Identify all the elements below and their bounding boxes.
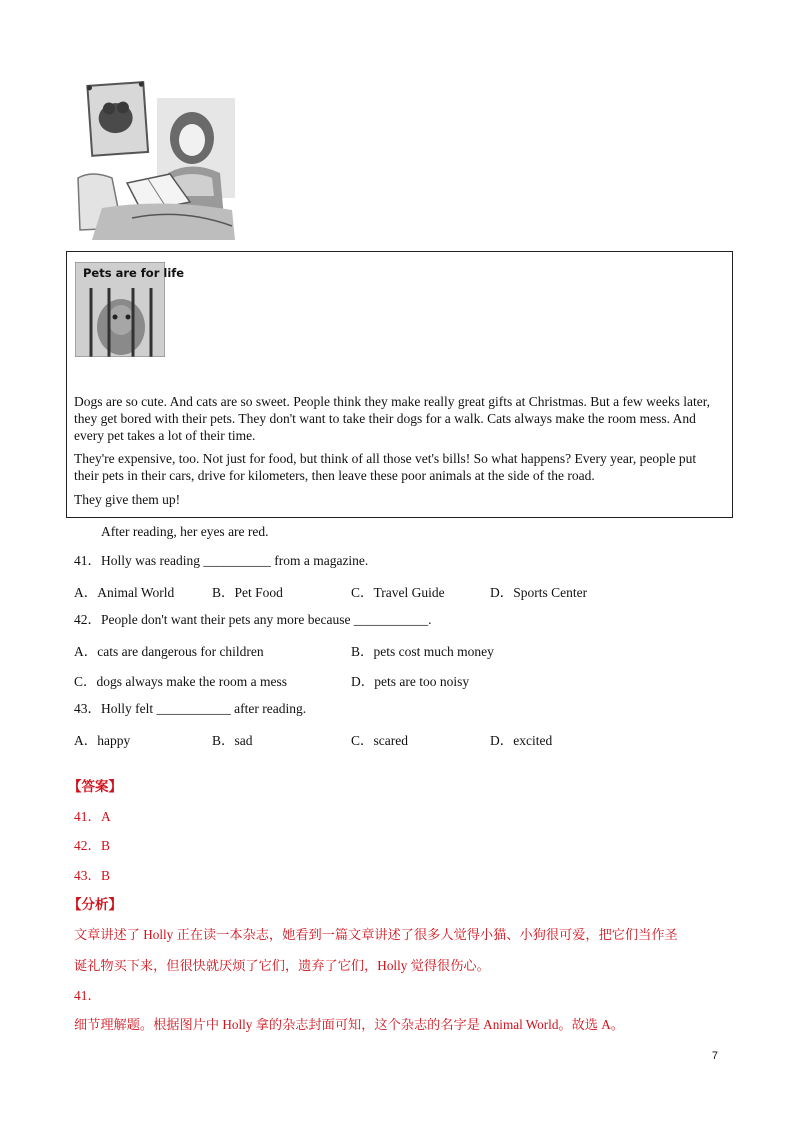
analysis-summary-line-1: 文章讲述了 Holly 正在读一本杂志，她看到一篇文章讲述了很多人觉得小猫、小狗很可爱，把它们当作圣 (74, 927, 678, 942)
article-paragraph-3: They give them up! (74, 492, 181, 507)
question-42-option-b: B．pets cost much money (351, 644, 494, 659)
question-43-option-d: D．excited (490, 733, 553, 748)
question-42-option-d: D．pets are too noisy (351, 674, 470, 689)
question-41-option-c: C．Travel Guide (351, 585, 445, 600)
answer-43: 43．B (74, 868, 111, 883)
article-paragraph-2: They're expensive, too. Not just for food, but think of all those vet's bills! So what happens? Every year, people put their pets in their cars, drive for kilometers, then leave these poor animals at the side of the road. (74, 451, 697, 483)
question-43-option-a: A．happy (74, 733, 131, 748)
question-42-option-c: C．dogs always make the room a mess (74, 674, 287, 689)
question-42-option-a: A．cats are dangerous for children (74, 644, 264, 659)
question-43-option-b: B．sad (212, 733, 253, 748)
question-41-option-a: A．Animal World (74, 585, 175, 600)
girl-reading-illustration (72, 78, 235, 240)
question-43-stem: 43．Holly felt ___________ after reading. (74, 701, 307, 716)
pets-for-life-cover-image (75, 262, 185, 357)
answer-42: 42．B (74, 838, 111, 853)
analysis-summary-line-2: 诞礼物买下来，但很快就厌烦了它们，遗弃了它们，Holly 觉得很伤心。 (74, 958, 490, 973)
question-41-option-d: D．Sports Center (490, 585, 588, 600)
article-box (66, 251, 733, 518)
after-reading-text: After reading, her eyes are red. (101, 524, 269, 539)
question-43-option-c: C．scared (351, 733, 408, 748)
analysis-detail: 细节理解题。根据图片中 Holly 拿的杂志封面可知，这个杂志的名字是 Animal World。故选 A。 (74, 1017, 624, 1032)
answer-heading: 【答案】 (68, 779, 122, 794)
article-paragraph-1: Dogs are so cute. And cats are so sweet. People think they make really great gifts at Christmas. But a few weeks later, they get bored with their pets. They don't want to take their dogs for a walk. Cats always make the room mess. And every pet takes a lot of their time. (74, 394, 711, 443)
answer-41: 41．A (74, 809, 111, 824)
page-number: 7 (711, 1050, 718, 1062)
question-41-option-b: B．Pet Food (212, 585, 283, 600)
analysis-item-number: 41． (74, 988, 101, 1003)
analysis-heading: 【分析】 (68, 897, 122, 912)
cover-title: Pets are for life (83, 266, 185, 280)
question-41-stem: 41．Holly was reading __________ from a magazine. (74, 553, 369, 568)
question-42-stem: 42．People don't want their pets any more because ___________. (74, 612, 432, 627)
